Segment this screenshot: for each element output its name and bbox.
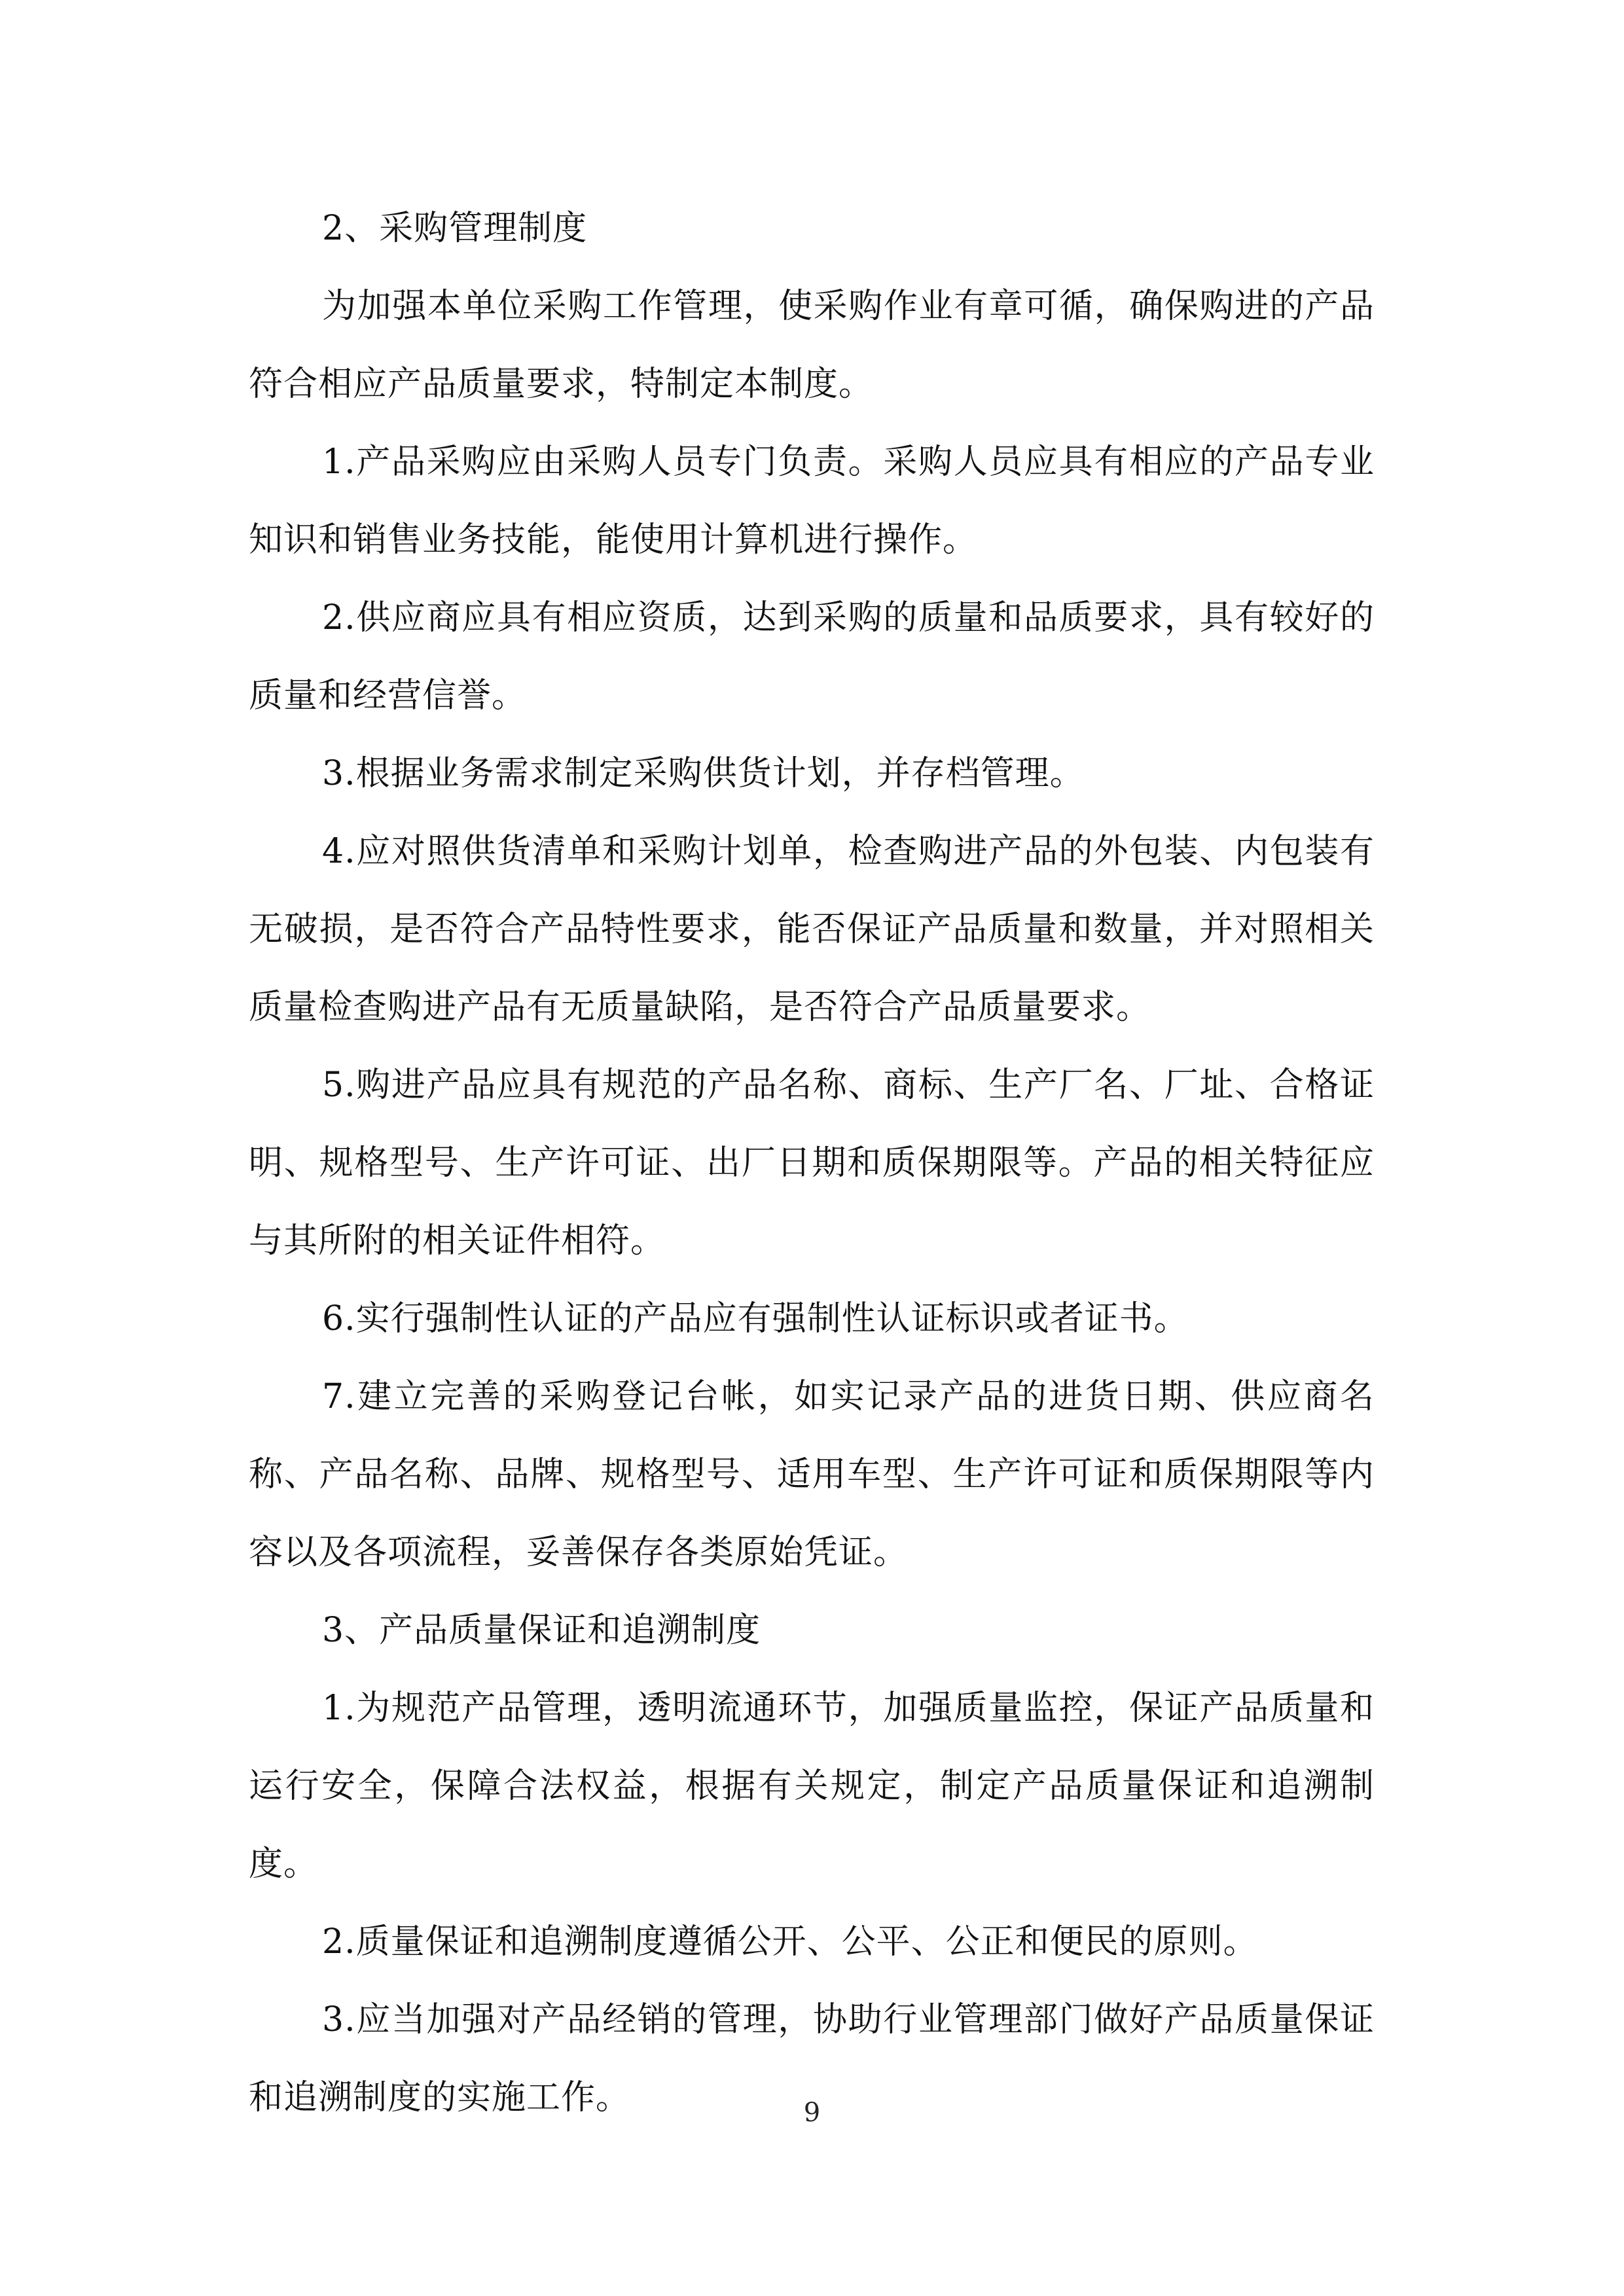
section-2-item-3: 3.根据业务需求制定采购供货计划，并存档管理。	[322, 754, 1085, 793]
document-page	[249, 190, 1375, 2137]
section-2-item-6: 6.实行强制性认证的产品应有强制性认证标识或者证书。	[322, 1299, 1189, 1338]
section-3-title: 3、产品质量保证和追溯制度	[322, 1611, 761, 1650]
section-2-item-7: 7.建立完善的采购登记台帐，如实记录产品的进货日期、供应商名称、产品名称、品牌、规格型号、适用车型、生产许可证和质保期限等内容以及各项流程，妥善保存各类原始凭证。	[249, 1377, 1375, 1572]
section-2-item-2: 2.供应商应具有相应资质，达到采购的质量和品质要求，具有较好的质量和经营信誉。	[249, 598, 1375, 715]
section-3-item-2: 2.质量保证和追溯制度遵循公开、公平、公正和便民的原则。	[322, 1922, 1258, 1962]
page-number: 9	[803, 2098, 821, 2128]
section-3-item-1: 1.为规范产品管理，透明流通环节，加强质量监控，保证产品质量和运行安全，保障合法权益，根据有关规定，制定产品质量保证和追溯制度。	[249, 1689, 1375, 1884]
section-2-item-1: 1.产品采购应由采购人员专门负责。采购人员应具有相应的产品专业知识和销售业务技能，能使用计算机进行操作。	[249, 442, 1375, 560]
section-2-title: 2、采购管理制度	[322, 209, 588, 248]
section-2-intro: 为加强本单位采购工作管理，使采购作业有章可循，确保购进的产品符合相应产品质量要求，特制定本制度。	[249, 287, 1375, 404]
section-3-item-3: 3.应当加强对产品经销的管理，协助行业管理部门做好产品质量保证和追溯制度的实施工作。	[249, 2000, 1375, 2117]
section-2-item-4: 4.应对照供货清单和采购计划单，检查购进产品的外包装、内包装有无破损，是否符合产品特性要求，能否保证产品质量和数量，并对照相关质量检查购进产品有无质量缺陷，是否符合产品质量要求。	[249, 832, 1375, 1027]
section-2-item-5: 5.购进产品应具有规范的产品名称、商标、生产厂名、厂址、合格证明、规格型号、生产许可证、出厂日期和质保期限等。产品的相关特征应与其所附的相关证件相符。	[249, 1066, 1375, 1261]
